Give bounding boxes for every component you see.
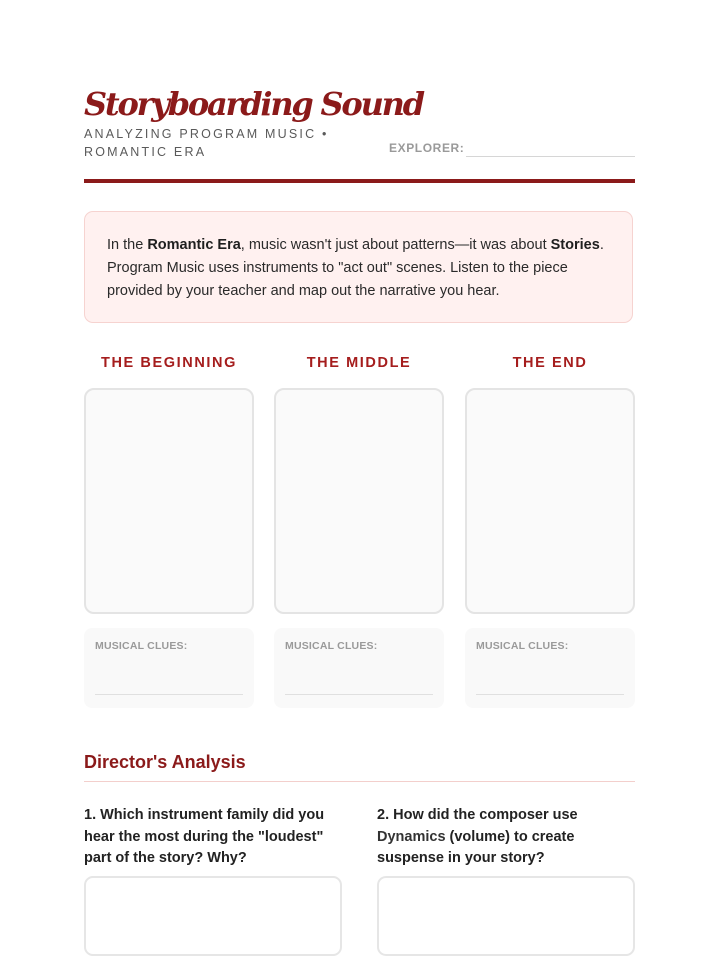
page-subtitle: ANALYZING PROGRAM MUSIC • ROMANTIC ERA bbox=[84, 127, 329, 159]
page-title: Storyboarding Sound bbox=[84, 85, 423, 123]
question-2-text-2: (volume) to create suspense in your story? bbox=[377, 828, 575, 866]
musical-clues-field-middle[interactable] bbox=[285, 694, 433, 695]
explorer-name-field[interactable] bbox=[466, 156, 635, 157]
question-2 bbox=[377, 805, 617, 870]
question-1: 1. Which instrument family did you hear the most during the "loudest" part of the story? Why? bbox=[84, 807, 325, 866]
intro-box bbox=[84, 211, 633, 323]
answer-box-1[interactable] bbox=[84, 876, 342, 956]
column-heading: THE END bbox=[512, 355, 588, 371]
musical-clues-label: MUSICAL CLUES: bbox=[285, 640, 378, 652]
intro-bold-stories: Stories bbox=[550, 237, 600, 253]
musical-clues-box-beginning bbox=[84, 628, 254, 708]
analysis-divider bbox=[84, 781, 635, 782]
intro-bold-romantic-era: Romantic Era bbox=[147, 237, 241, 253]
drawing-panel-end[interactable] bbox=[465, 388, 635, 614]
musical-clues-label: MUSICAL CLUES: bbox=[95, 640, 188, 652]
musical-clues-field-beginning[interactable] bbox=[95, 694, 243, 695]
analysis-title: Director's Analysis bbox=[84, 752, 246, 772]
answer-box-2[interactable] bbox=[377, 876, 635, 956]
musical-clues-box-middle bbox=[274, 628, 444, 708]
explorer-label: EXPLORER: bbox=[389, 141, 465, 155]
worksheet-header bbox=[84, 82, 635, 182]
question-2-bold-dynamics: Dynamics bbox=[377, 828, 446, 845]
musical-clues-box-end bbox=[465, 628, 635, 708]
question-2-text-1: 2. How did the composer use bbox=[377, 807, 578, 823]
musical-clues-label: MUSICAL CLUES: bbox=[476, 640, 569, 652]
column-heading: THE BEGINNING bbox=[101, 355, 237, 371]
intro-text-2: , music wasn't just about patterns—it was about bbox=[240, 237, 551, 253]
drawing-panel-middle[interactable] bbox=[274, 388, 444, 614]
worksheet-page bbox=[84, 0, 635, 932]
intro-text-3: . Program Music uses instruments to "act out" scenes. Listen to the piece provided by your teacher and map out the narrative you hear. bbox=[107, 237, 604, 299]
intro-text-1: In the bbox=[107, 237, 148, 253]
drawing-panel-beginning[interactable] bbox=[84, 388, 254, 614]
musical-clues-field-end[interactable] bbox=[476, 694, 624, 695]
column-heading: THE MIDDLE bbox=[306, 355, 412, 371]
header-divider bbox=[84, 179, 635, 183]
